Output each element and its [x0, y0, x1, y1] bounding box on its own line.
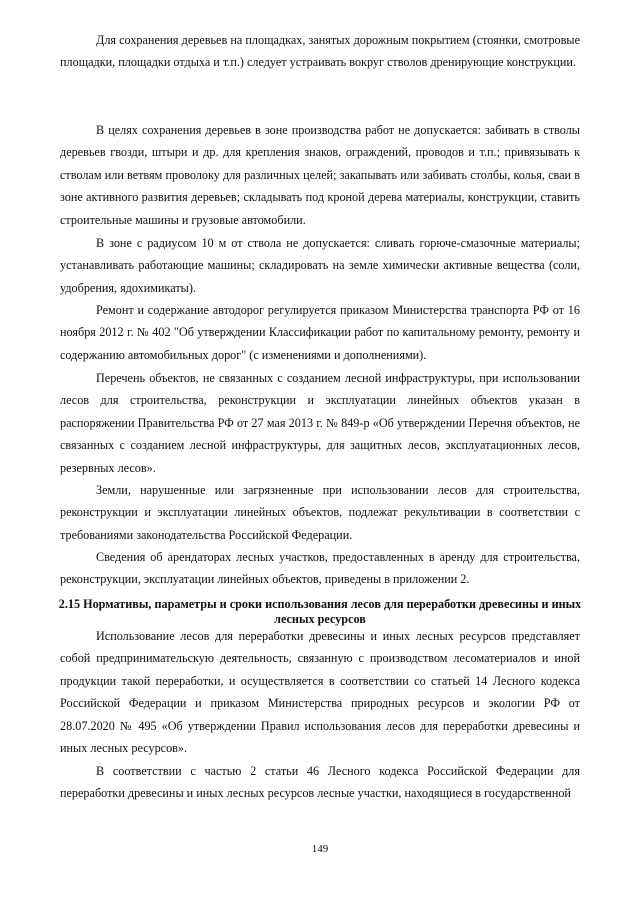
paragraph-road-maintenance: Ремонт и содержание автодорог регулируется приказом Министерства транспорта РФ от 16 ноября 2012 г. № 402 "Об утверждении Классификации работ по капитальному ремонту, ремонту и содержанию автомобильных дорог" (с изменениями и дополнениями).: [60, 303, 580, 362]
paragraph-tree-protection: В целях сохранения деревьев в зоне производства работ не допускается: забивать в стволы деревьев гвозди, штыри и др. для крепления знаков, ограждений, проводов и т.п.; привязывать к стволам или ветвям проволоку для различных целей; закапывать или забивать столбы, колья, сваи в зоне активного развития деревьев; складывать под кроной дерева материалы, конструкции, ставить строительные машины и грузовые автомобили.: [60, 123, 580, 227]
paragraph-objects-list: Перечень объектов, не связанных с созданием лесной инфраструктуры, при использовании лесов для строительства, реконструкции и эксплуатации линейных объектов указан в распоряжении Правительства РФ от 27 мая 2013 г. № 849-р «Об утверждении Перечня объектов, не связанных с созданием лесной инфраструктуры, для защитных лесов, эксплуатационных лесов, резервных лесов».: [60, 371, 580, 475]
section-heading: 2.15 Нормативы, параметры и сроки использования лесов для переработки древесины и иных лесных ресурсов: [58, 597, 582, 626]
paragraph-radius-zone: В зоне с радиусом 10 м от ствола не допускается: сливать горюче-смазочные материалы; устанавливать работающие машины; складировать на земле химически активные вещества (соли, удобрения, ядохимикаты).: [60, 236, 580, 295]
paragraph-wood-processing: Использование лесов для переработки древесины и иных лесных ресурсов представляет собой предпринимательскую деятельность, связанную с производством лесоматериалов и иной продукции такой переработки, и осуществляется в соответствии со статьей 14 Лесного кодекса Российской Федерации и приказом Министерства природных ресурсов и экологии РФ от 28.07.2020 № 495 «Об утверждении Правил использования лесов для переработки древесины и иных лесных ресурсов».: [60, 629, 580, 756]
paragraph-forest-code: В соответствии с частью 2 статьи 46 Лесного кодекса Российской Федерации для переработки древесины и иных лесных ресурсов лесные участки, находящиеся в государственной: [60, 764, 580, 801]
paragraph-drainage: Для сохранения деревьев на площадках, занятых дорожным покрытием (стоянки, смотровые площадки, площадки отдыха и т.п.) следует устраивать вокруг стволов дренирующие конструкции.: [60, 33, 580, 70]
paragraph-tenants-info: Сведения об арендаторах лесных участков, предоставленных в аренду для строительства, реконструкции, эксплуатации линейных объектов, приведены в приложении 2.: [60, 550, 580, 587]
paragraph-land-reclamation: Земли, нарушенные или загрязненные при использовании лесов для строительства, реконструкции и эксплуатации линейных объектов, подлежат рекультивации в соответствии с требованиями законодательства Российской Федерации.: [60, 483, 580, 542]
page-number: 149: [311, 843, 329, 855]
